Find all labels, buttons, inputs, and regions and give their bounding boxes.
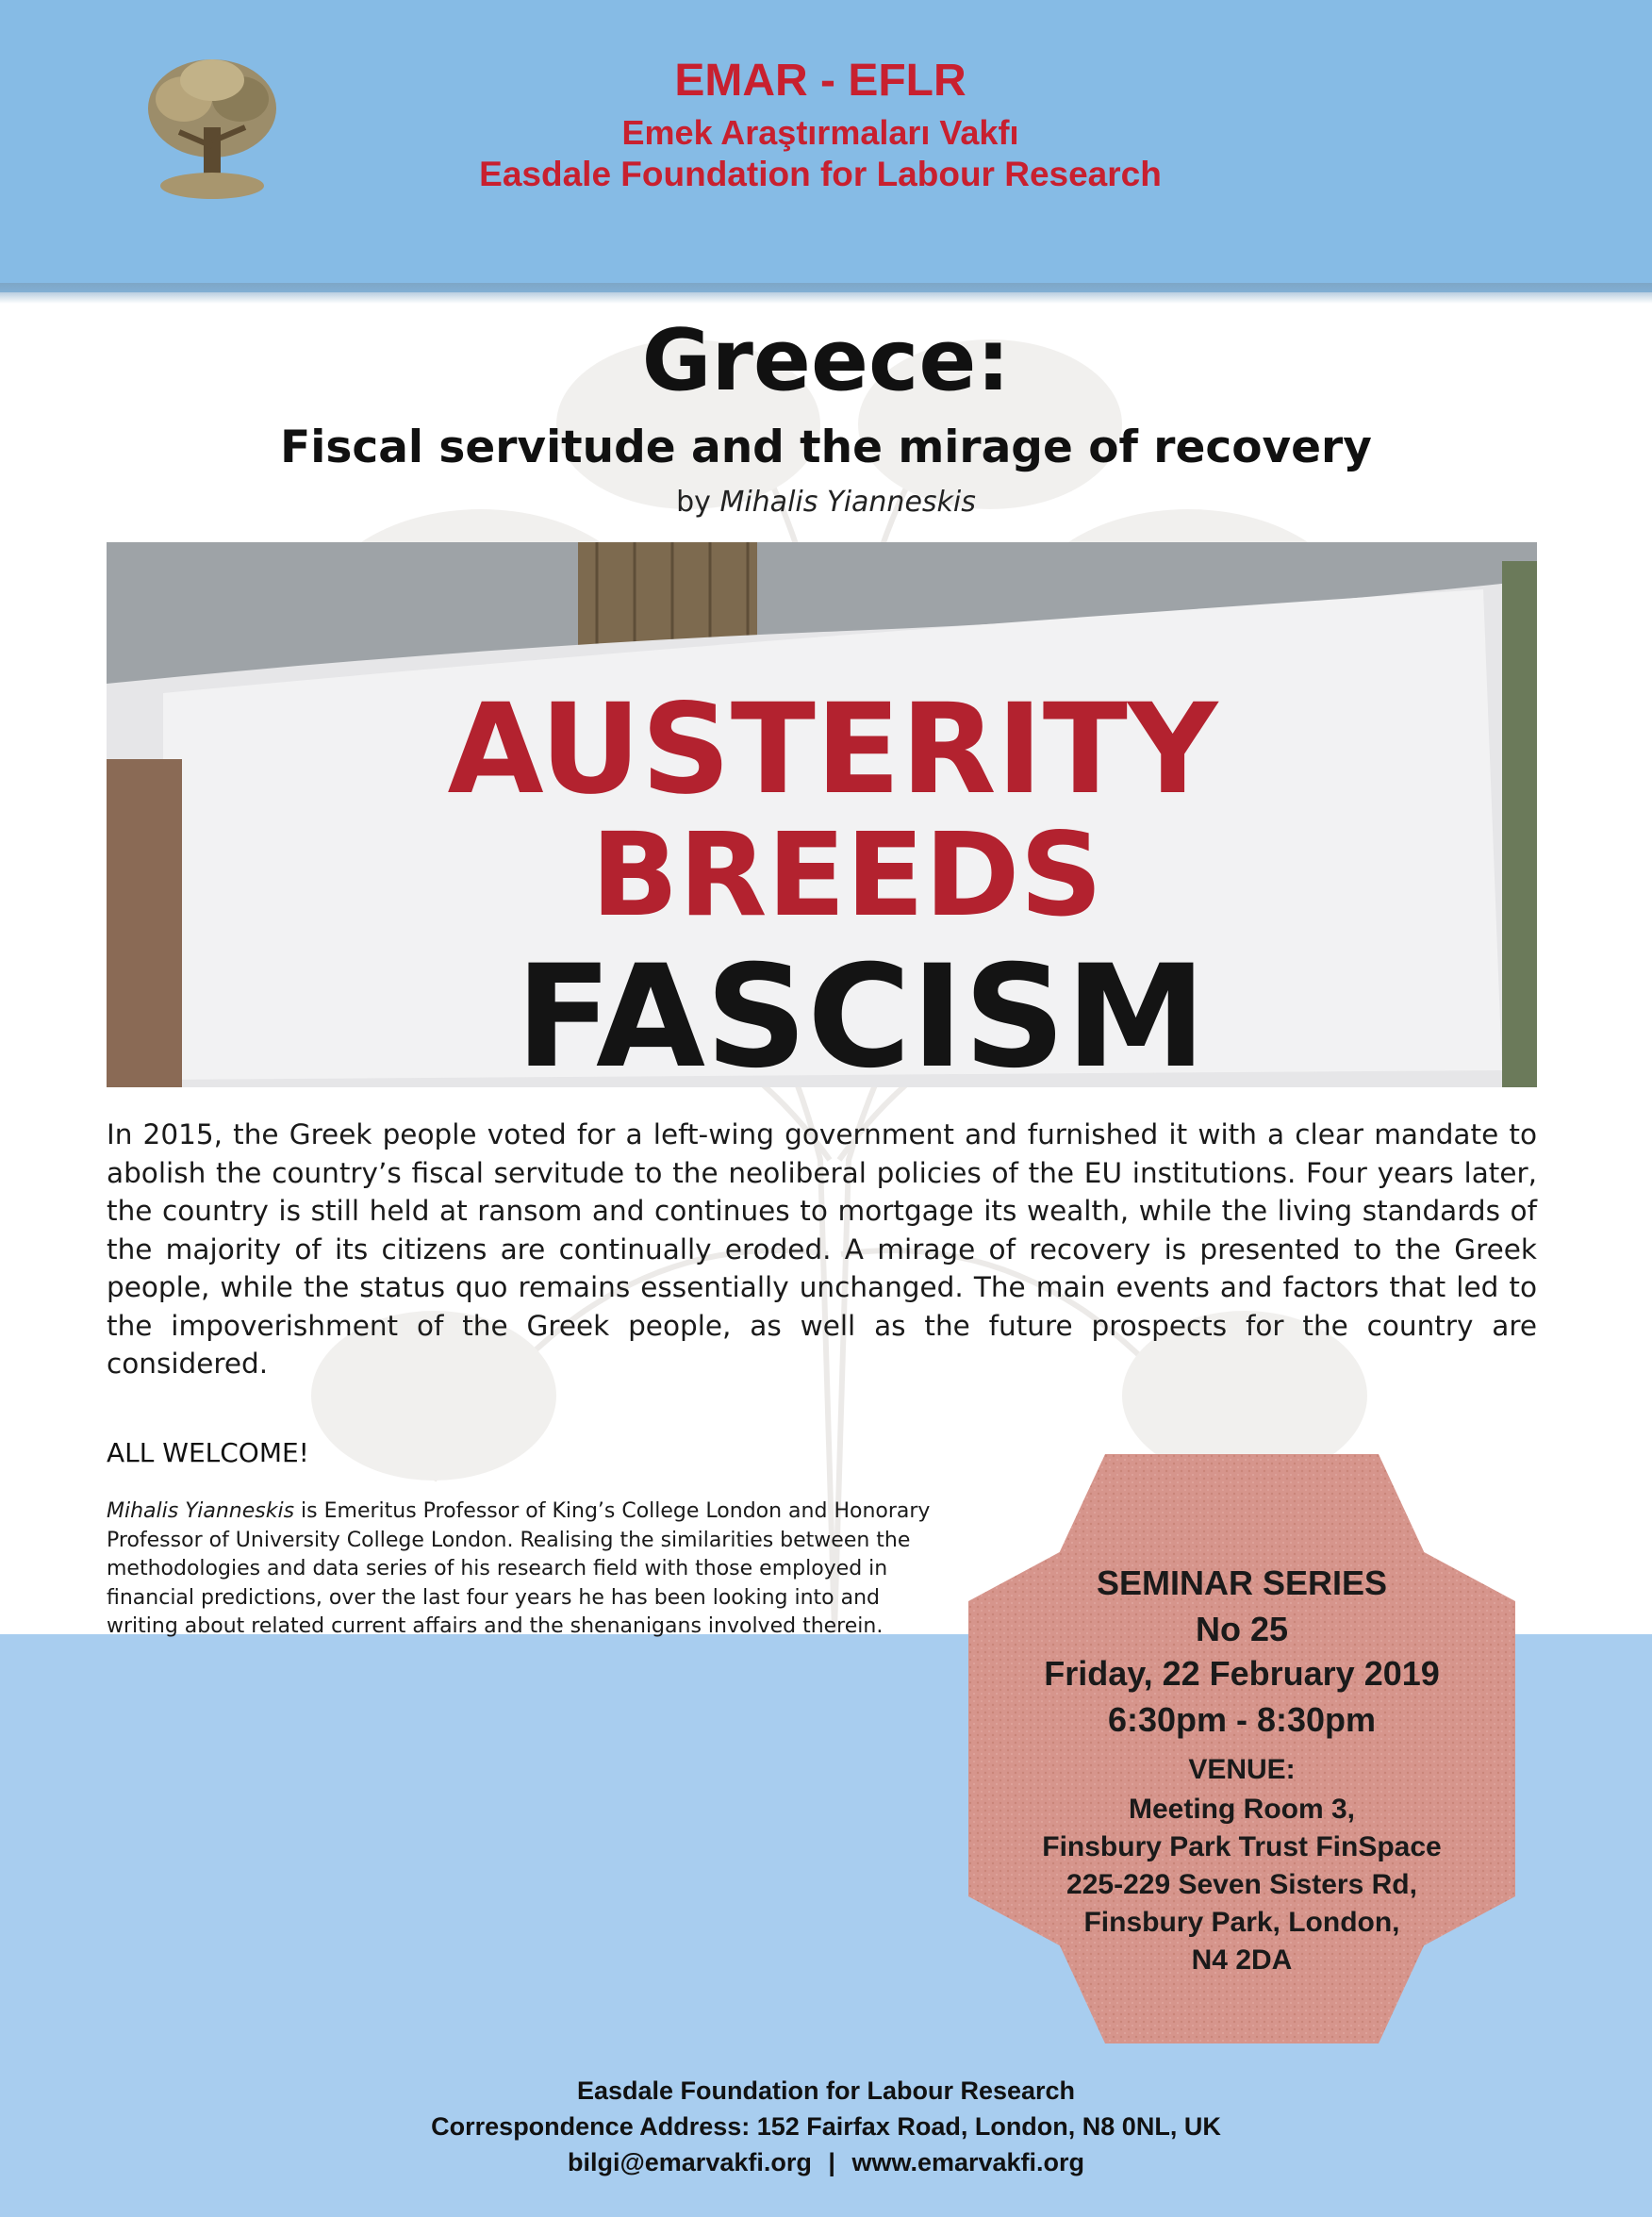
banner-text-breeds: BREEDS: [590, 808, 1103, 942]
footer-org: Easdale Foundation for Labour Research: [576, 2076, 1076, 2105]
footer-website-link[interactable]: www.emarvakfi.org: [851, 2148, 1085, 2176]
venue-line: Finsbury Park Trust FinSpace: [1042, 1831, 1442, 1862]
speaker-bio: [107, 1497, 936, 1642]
seminar-number: No 25: [1195, 1610, 1289, 1648]
banner-text-fascism: FASCISM: [515, 935, 1207, 1087]
seminar-date: Friday, 22 February 2019: [1044, 1654, 1440, 1693]
abstract-paragraph: In 2015, the Greek people voted for a left-wing government and furnished it with a clear mandate to abolish the country’s fiscal servitude to the neoliberal policies of the EU institutions. Four years later, the country is still held at ransom and continues to mortgage its wealth, while the living standards of the majority of its citizens are continually eroded. A mirage of recovery is presented to the Greek people, while the status quo remains essentially unchanged. The main events and factors that led to the impoverishment of the Greek people, as well as the future prospects for the country are considered.: [107, 1118, 1537, 1380]
footer-separator: |: [828, 2148, 835, 2176]
byline: [0, 486, 1652, 519]
org-name-english: Easdale Foundation for Labour Research: [479, 155, 1162, 193]
page-title: Greece:: [641, 311, 1011, 410]
protest-banner-photo: [107, 542, 1537, 1087]
venue-line: Finsbury Park, London,: [1083, 1907, 1400, 1938]
seminar-series-label: SEMINAR SERIES: [1096, 1563, 1388, 1602]
byline-prefix: by: [676, 486, 711, 519]
header-shadow: [0, 283, 1652, 304]
venue-line: 225-229 Seven Sisters Rd,: [1066, 1869, 1417, 1900]
venue-line: N4 2DA: [1191, 1944, 1293, 1976]
seminar-time: 6:30pm - 8:30pm: [1107, 1700, 1377, 1739]
all-welcome-note: ALL WELCOME!: [107, 1437, 309, 1468]
org-acronym: EMAR - EFLR: [674, 56, 966, 106]
bio-speaker-name: Mihalis Yianneskis: [107, 1499, 295, 1523]
speaker-name: Mihalis Yianneskis: [719, 486, 976, 519]
footer-address: Correspondence Address: 152 Fairfax Road, London, N8 0NL, UK: [431, 2112, 1221, 2141]
tree-logo-icon: [141, 52, 283, 203]
footer-contacts: [0, 2148, 1652, 2177]
page-subtitle: Fiscal servitude and the mirage of recovery: [280, 422, 1372, 473]
bio-text: is Emeritus Professor of King’s College London and Honorary Professor of University College London. Realising the similarities between the methodologies and data series of his research field with those employed in financial predictions, over the last four years he has been looking into and writing about related current affairs and the shenanigans involved therein.: [107, 1499, 931, 1638]
org-name-turkish: Emek Araştırmaları Vakfı: [621, 113, 1019, 152]
venue-label: VENUE:: [1188, 1754, 1296, 1785]
banner-text-austerity: AUSTERITY: [447, 677, 1218, 822]
footer-email-link[interactable]: bilgi@emarvakfi.org: [567, 2148, 812, 2176]
venue-line: Meeting Room 3,: [1128, 1794, 1355, 1825]
